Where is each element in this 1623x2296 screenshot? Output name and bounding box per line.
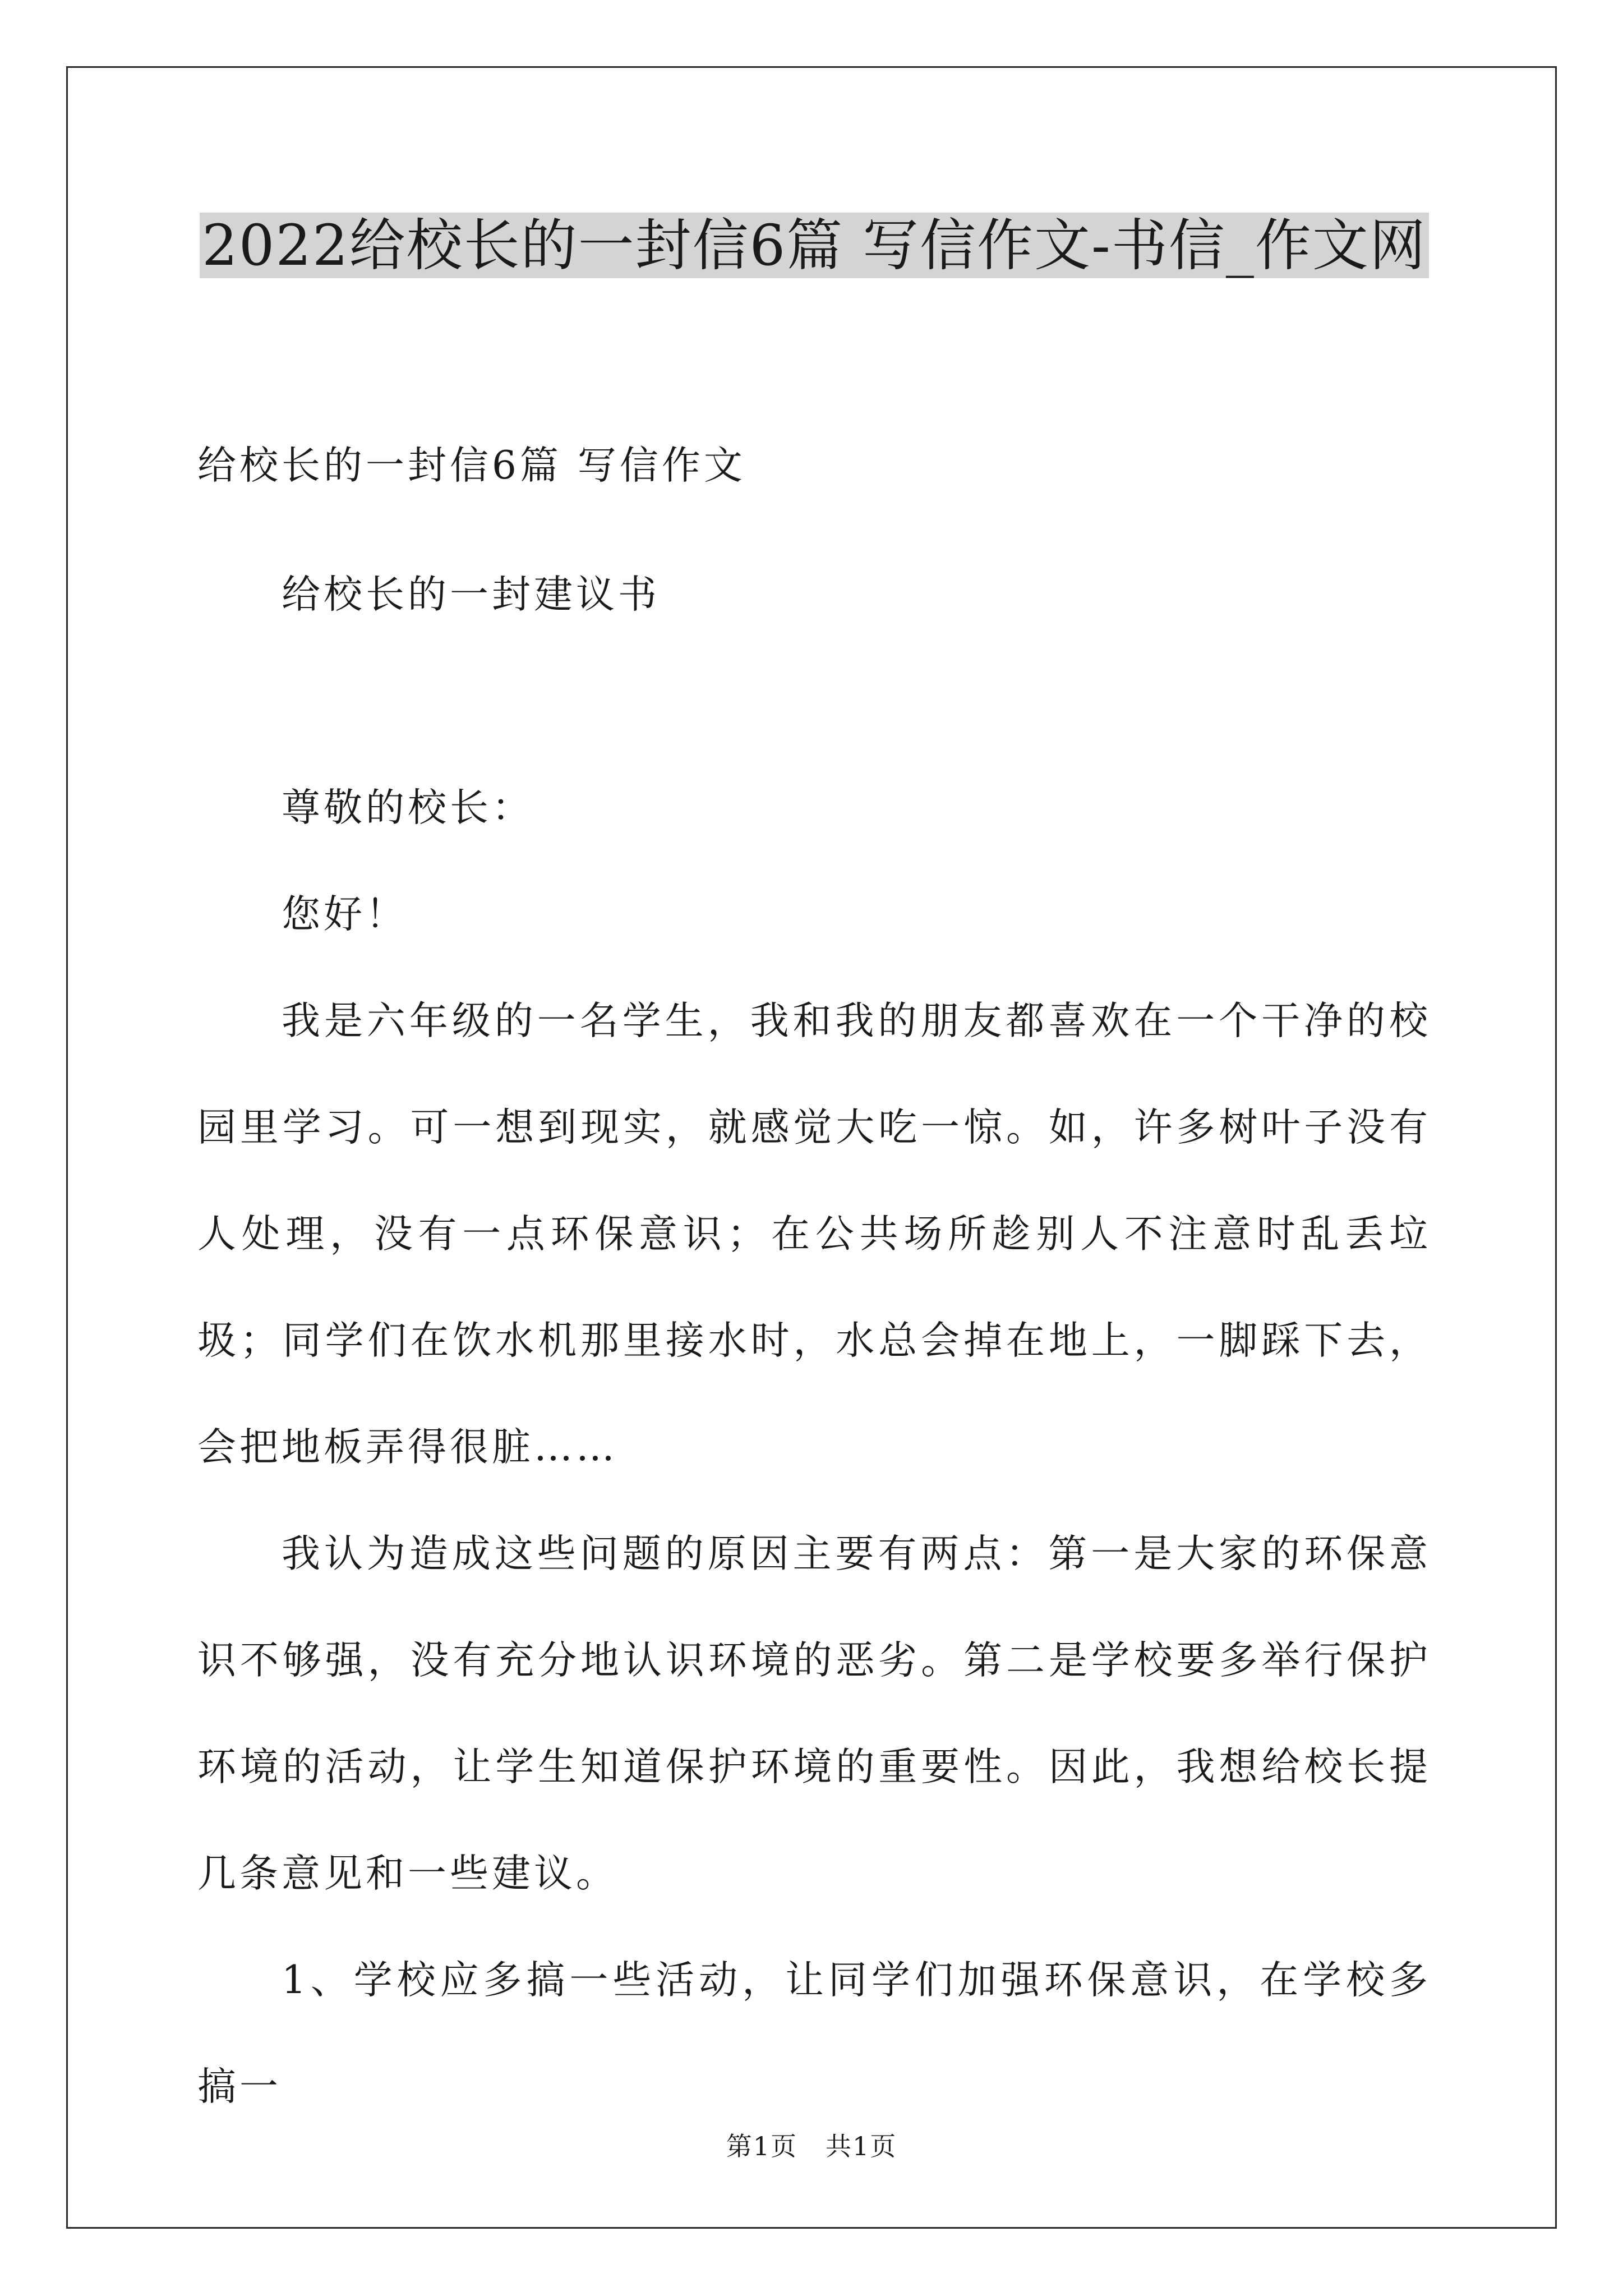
paragraph-heading: 给校长的一封建议书 xyxy=(282,572,660,617)
document-title: 2022给校长的一封信6篇 写信作文-书信_作文网 xyxy=(197,197,1431,294)
page-number: 第1页 xyxy=(726,2131,797,2161)
paragraph-salutation: 尊敬的校长： xyxy=(282,785,534,830)
paragraph-greeting: 您好！ xyxy=(282,892,408,937)
paragraph-body-1: 我是六年级的一名学生，我和我的朋友都喜欢在一个干净的校园里学习。可一想到现实，就感觉大吃一惊。如，许多树叶子没有人处理，没有一点环保意识；在公共场所趁别人不注意时乱丢垃圾；同学们在饮水机那里接水时，水总会掉在地上，一脚踩下去，会把地板弄得很脏…… xyxy=(197,999,1431,1470)
document-subtitle: 给校长的一封信6篇 写信作文 xyxy=(197,443,746,488)
paragraph-body-3: 1、学校应多搞一些活动，让同学们加强环保意识，在学校多搞一 xyxy=(197,1958,1431,2109)
page-footer xyxy=(0,2131,1623,2162)
paragraph-body-2: 我认为造成这些问题的原因主要有两点：第一是大家的环保意识不够强，没有充分地认识环境的恶劣。第二是学校要多举行保护环境的活动，让学生知道保护环境的重要性。因此，我想给校长提几条意见和一些建议。 xyxy=(197,1531,1431,1896)
page-total: 共1页 xyxy=(826,2131,897,2161)
